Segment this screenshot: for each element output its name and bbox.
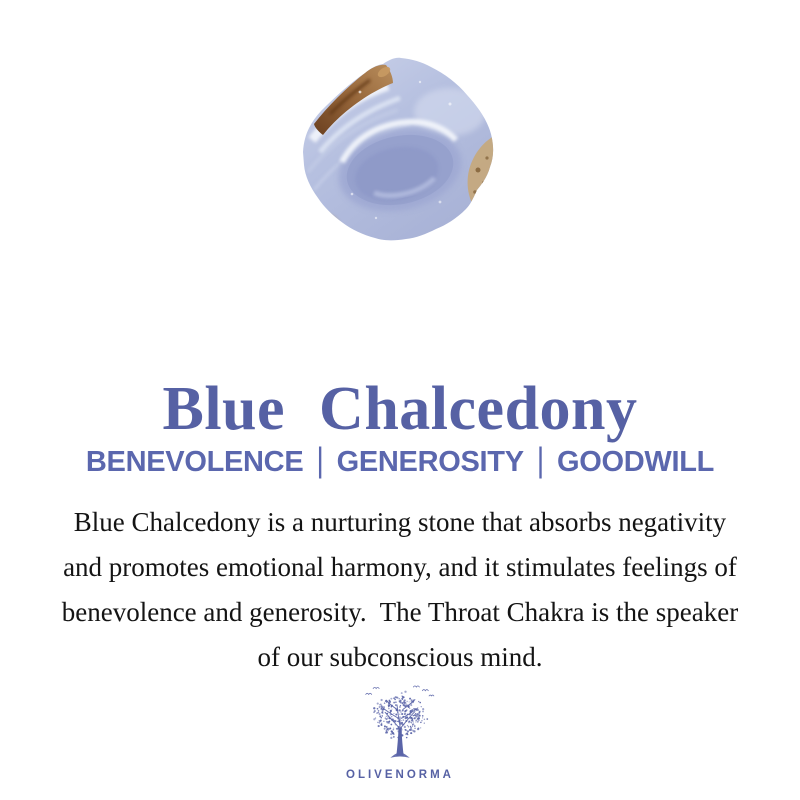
stone-illustration (300, 52, 500, 242)
blue-chalcedony-stone-image (300, 52, 500, 242)
tagline-keyword: GENEROSITY (336, 446, 524, 478)
description-line: Blue Chalcedony is a nurturing stone that absorbs negativity (73, 507, 727, 537)
product-description (30, 500, 770, 680)
tree-icon (355, 684, 445, 766)
brand-logo (0, 684, 800, 781)
tagline-separator: | (316, 441, 324, 480)
bird-icons (366, 686, 434, 696)
description-line: and promotes emotional harmony, and it stimulates feelings of (63, 552, 737, 582)
tree-roots (390, 753, 409, 758)
tree-canopy-dots (373, 691, 428, 739)
brand-wordmark: OLIVENORMA (346, 769, 454, 781)
description-line: of our subconscious mind. (257, 642, 543, 672)
tagline-separator: | (536, 441, 544, 480)
page-title: Blue Chalcedony (162, 374, 638, 443)
tagline-keyword: GOODWILL (557, 446, 715, 478)
tree-trunk (396, 729, 403, 757)
tagline-keyword: BENEVOLENCE (85, 446, 304, 478)
tagline (0, 441, 800, 480)
description-line: benevolence and generosity. The Throat Chakra is the speaker (61, 597, 739, 627)
